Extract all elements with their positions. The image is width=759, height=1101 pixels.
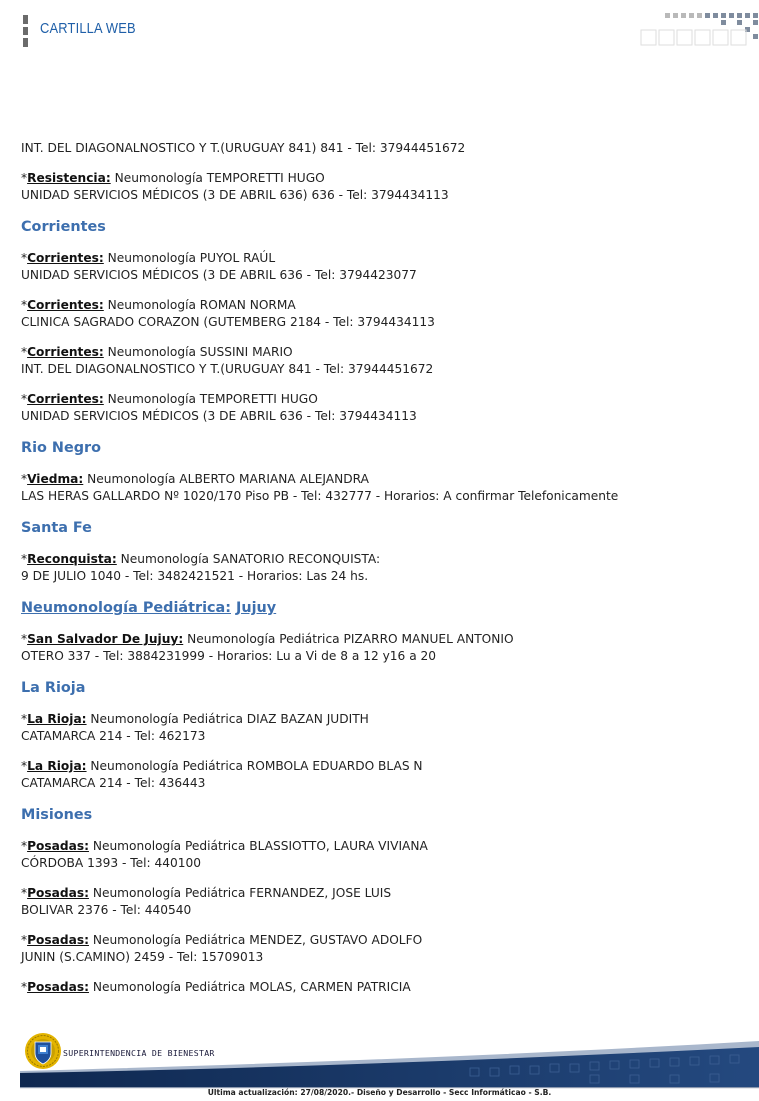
city-name: Posadas: <box>27 933 89 947</box>
provider-name: Neumonología Pediátrica ROMBOLA EDUARDO BLAS N <box>86 759 423 773</box>
provider-entry: *Posadas: Neumonología Pediátrica FERNANDEZ, JOSE LUIS BOLIVAR 2376 - Tel: 440540 <box>21 886 392 917</box>
provider-address: JUNIN (S.CAMINO) 2459 - Tel: 15709013 <box>21 950 264 964</box>
provider-address: CÓRDOBA 1393 - Tel: 440100 <box>21 856 202 870</box>
provider-address: CATAMARCA 214 - Tel: 462173 <box>21 729 206 743</box>
provider-address: CATAMARCA 214 - Tel: 436443 <box>21 776 206 790</box>
provider-entry: *Corrientes: Neumonología PUYOL RAÚL UNIDAD SERVICIOS MÉDICOS (3 DE ABRIL 636 - Tel: 3794423077 <box>21 251 417 282</box>
provider-address: 9 DE JULIO 1040 - Tel: 3482421521 - Horarios: Las 24 hs. <box>21 569 369 583</box>
section-heading <box>21 598 741 618</box>
province-heading: Misiones <box>21 807 93 823</box>
superintendencia-seal-logo <box>23 1031 63 1071</box>
city-name: Posadas: <box>27 886 89 900</box>
provider-address: OTERO 337 - Tel: 3884231999 - Horarios: Lu a Vi de 8 a 12 y16 a 20 <box>21 649 437 663</box>
page-title: CARTILLA WEB <box>40 20 136 37</box>
provider-name: Neumonología SANATORIO RECONQUISTA: <box>116 552 381 566</box>
provider-name: Neumonología Pediátrica MOLAS, CARMEN PATRICIA <box>88 980 411 994</box>
provider-address: UNIDAD SERVICIOS MÉDICOS (3 DE ABRIL 636 - Tel: 3794423077 <box>21 268 417 282</box>
province-heading: Santa Fe <box>21 520 92 536</box>
city-name: Corrientes: <box>27 392 104 406</box>
provider-entry: *Viedma: Neumonología ALBERTO MARIANA ALEJANDRA LAS HERAS GALLARDO Nº 1020/170 Piso PB - Tel: 432777 - Horarios: A confirmar Telefonicamente <box>21 472 619 503</box>
provider-entry: *La Rioja: Neumonología Pediátrica ROMBOLA EDUARDO BLAS N CATAMARCA 214 - Tel: 436443 <box>21 759 423 790</box>
city-name: Reconquista: <box>27 552 117 566</box>
provider-name: Neumonología TEMPORETTI HUGO <box>110 171 325 185</box>
provider-entry: *Posadas: Neumonología Pediátrica BLASSIOTTO, LAURA VIVIANA CÓRDOBA 1393 - Tel: 440100 <box>21 839 428 870</box>
pixel-pattern-decoration <box>637 10 759 48</box>
city-name: Posadas: <box>27 839 89 853</box>
provider-entry: *Resistencia: Neumonología TEMPORETTI HUGO UNIDAD SERVICIOS MÉDICOS (3 DE ABRIL 636) 636 - Tel: 3794434113 <box>21 171 449 202</box>
provider-name: Neumonología TEMPORETTI HUGO <box>103 392 318 406</box>
provider-address: BOLIVAR 2376 - Tel: 440540 <box>21 903 192 917</box>
city-name: Corrientes: <box>27 251 104 265</box>
provider-entry: *Corrientes: Neumonología SUSSINI MARIO INT. DEL DIAGONALNOSTICO Y T.(URUGUAY 841 - Tel: 37944451672 <box>21 345 434 376</box>
provider-address: UNIDAD SERVICIOS MÉDICOS (3 DE ABRIL 636 - Tel: 3794434113 <box>21 409 417 423</box>
city-name: La Rioja: <box>27 759 87 773</box>
city-name: Resistencia: <box>27 171 111 185</box>
provider-name: Neumonología ALBERTO MARIANA ALEJANDRA <box>83 472 369 486</box>
provider-entry: *La Rioja: Neumonología Pediátrica DIAZ BAZAN JUDITH CATAMARCA 214 - Tel: 462173 <box>21 712 369 743</box>
city-name: Corrientes: <box>27 298 104 312</box>
province-name: Jujuy <box>236 600 277 616</box>
provider-address: UNIDAD SERVICIOS MÉDICOS (3 DE ABRIL 636) 636 - Tel: 3794434113 <box>21 188 449 202</box>
header-accent-bar <box>23 15 28 47</box>
province-heading: La Rioja <box>21 680 86 696</box>
address-line: INT. DEL DIAGONALNOSTICO Y T.(URUGUAY 841) 841 - Tel: 37944451672 <box>21 141 466 155</box>
provider-name: Neumonología Pediátrica MENDEZ, GUSTAVO ADOLFO <box>88 933 423 947</box>
directory-list <box>21 140 741 1009</box>
organization-name: SUPERINTENDENCIA DE BIENESTAR <box>63 1048 215 1058</box>
provider-entry: *Corrientes: Neumonología TEMPORETTI HUGO UNIDAD SERVICIOS MÉDICOS (3 DE ABRIL 636 - Tel: 3794434113 <box>21 392 417 423</box>
provider-name: Neumonología SUSSINI MARIO <box>103 345 293 359</box>
city-name: Corrientes: <box>27 345 104 359</box>
province-heading: Corrientes <box>21 219 106 235</box>
provider-name: Neumonología Pediátrica PIZARRO MANUEL ANTONIO <box>183 632 514 646</box>
provider-entry: *Posadas: Neumonología Pediátrica MOLAS, CARMEN PATRICIA <box>21 980 411 994</box>
provider-entry: *Corrientes: Neumonología ROMAN NORMA CLINICA SAGRADO CORAZON (GUTEMBERG 2184 - Tel: 3794434113 <box>21 298 435 329</box>
provider-address: CLINICA SAGRADO CORAZON (GUTEMBERG 2184 - Tel: 3794434113 <box>21 315 435 329</box>
provider-name: Neumonología Pediátrica BLASSIOTTO, LAURA VIVIANA <box>88 839 428 853</box>
provider-entry: *Posadas: Neumonología Pediátrica MENDEZ, GUSTAVO ADOLFO JUNIN (S.CAMINO) 2459 - Tel: 15709013 <box>21 933 423 964</box>
provider-address: LAS HERAS GALLARDO Nº 1020/170 Piso PB - Tel: 432777 - Horarios: A confirmar Telefonicamente <box>21 489 619 503</box>
city-name: Viedma: <box>27 472 84 486</box>
provider-entry: *Reconquista: Neumonología SANATORIO RECONQUISTA: 9 DE JULIO 1040 - Tel: 3482421521 - Horarios: Las 24 hs. <box>21 552 381 583</box>
city-name: Posadas: <box>27 980 89 994</box>
provider-name: Neumonología Pediátrica DIAZ BAZAN JUDITH <box>86 712 369 726</box>
provider-name: Neumonología ROMAN NORMA <box>103 298 296 312</box>
last-update-note: Ultima actualización: 27/08/2020.- Diseño y Desarrollo - Secc Informáticao - S.B. <box>207 1088 552 1097</box>
provider-name: Neumonología Pediátrica FERNANDEZ, JOSE LUIS <box>88 886 392 900</box>
city-name: San Salvador De Jujuy: <box>27 632 184 646</box>
province-heading: Rio Negro <box>21 440 101 456</box>
provider-address: INT. DEL DIAGONALNOSTICO Y T.(URUGUAY 841 - Tel: 37944451672 <box>21 362 434 376</box>
provider-name: Neumonología PUYOL RAÚL <box>103 251 276 265</box>
page-header <box>0 0 759 60</box>
city-name: La Rioja: <box>27 712 87 726</box>
provider-entry: *San Salvador De Jujuy: Neumonología Pediátrica PIZARRO MANUEL ANTONIO OTERO 337 - Tel: 3884231999 - Horarios: Lu a Vi de 8 a 12 y16 a 20 <box>21 632 514 663</box>
specialty-label: Neumonología Pediátrica: <box>21 600 231 616</box>
